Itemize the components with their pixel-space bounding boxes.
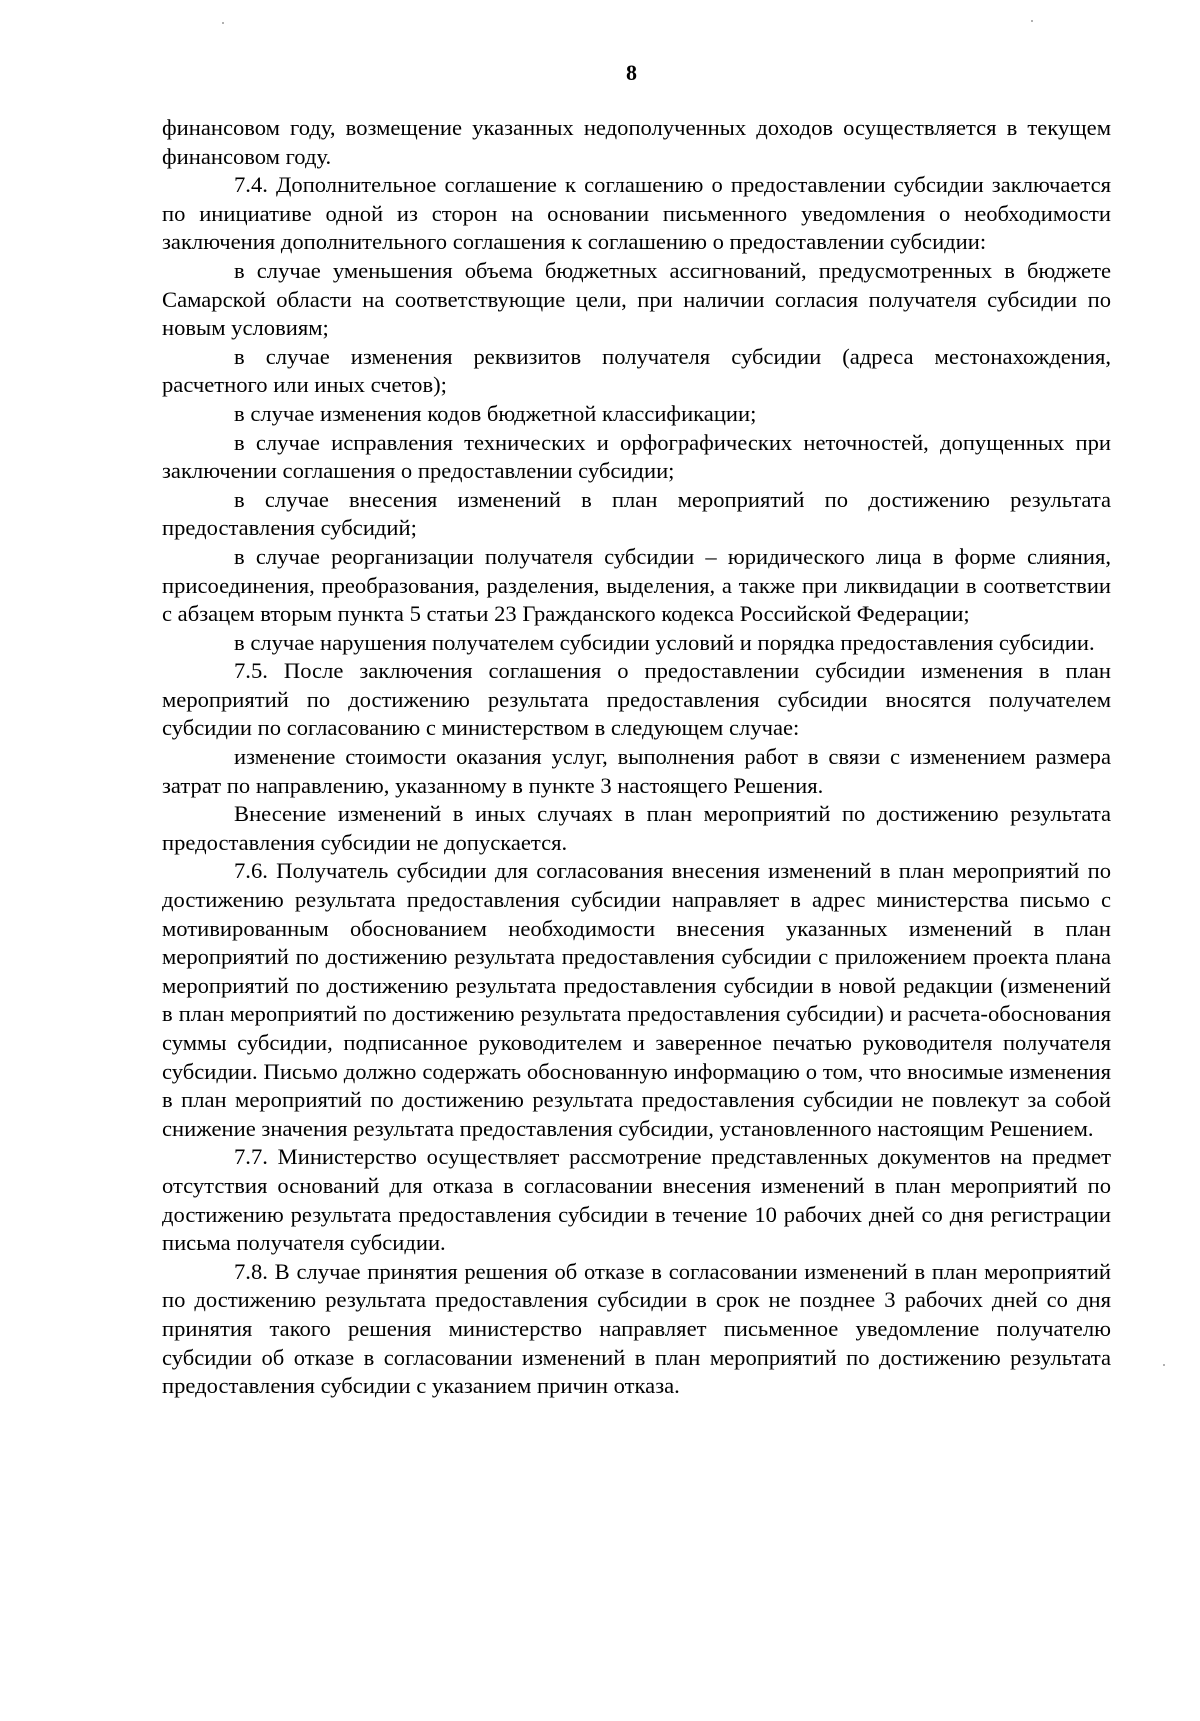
paragraph: в случае реорганизации получателя субсидии – юридического лица в форме слияния, присоединения, преобразования, разделения, выделения, а также при ликвидации в соответствии с абзацем вторым пункта 5 статьи 23 Гражданского кодекса Российской Федерации; bbox=[162, 543, 1111, 627]
paragraph: в случае внесения изменений в план мероприятий по достижению результата предоставления субсидий; bbox=[162, 486, 1111, 541]
paragraph: в случае уменьшения объема бюджетных ассигнований, предусмотренных в бюджете Самарской области на соответствующие цели, при наличии согласия получателя субсидии по новым условиям; bbox=[162, 257, 1111, 341]
paragraph: в случае изменения реквизитов получателя субсидии (адреса местонахождения, расчетного или иных счетов); bbox=[162, 343, 1111, 398]
paragraph: изменение стоимости оказания услуг, выполнения работ в связи с изменением размера затрат по направлению, указанному в пункте 3 настоящего Решения. bbox=[162, 744, 1111, 798]
paragraph: Внесение изменений в иных случаях в план мероприятий по достижению результата предоставления субсидии не допускается. bbox=[162, 801, 1111, 855]
paragraph: 7.5. После заключения соглашения о предоставлении субсидии изменения в план мероприятий по достижению результата предоставления субсидии вносятся получателем субсидии по согласованию с министерством в следующем случае: bbox=[162, 658, 1111, 741]
document-body bbox=[162, 114, 1111, 1401]
scan-speck bbox=[222, 22, 224, 24]
page-number: 8 bbox=[626, 60, 637, 85]
paragraph: 7.4. Дополнительное соглашение к соглашению о предоставлении субсидии заключается по инициативе одной из сторон на основании письменного уведомления о необходимости заключения дополнительного соглашения к соглашению о предоставлении субсидии: bbox=[162, 172, 1111, 255]
paragraph: 7.6. Получатель субсидии для согласования внесения изменений в план мероприятий по достижению результата предоставления субсидии направляет в адрес министерства письмо с мотивированным обоснованием необходимости внесения указанных изменений в план мероприятий по достижению результата предоставления субсидии с приложением проекта плана мероприятий по достижению результата предоставления субсидии в новой редакции (изменений в план мероприятий по достижению результата предоставления субсидии) и расчета-обоснования суммы субсидии, подписанное руководителем и заверенное печатью руководителя получателя субсидии. Письмо должно содержать обоснованную информацию о том, что вносимые изменения в план мероприятий по достижению результата предоставления субсидии не повлекут за собой снижение значения результата предоставления субсидии, установленного настоящим Решением. bbox=[162, 858, 1111, 1141]
scan-speck bbox=[1163, 1364, 1165, 1366]
scan-speck bbox=[1031, 20, 1033, 22]
paragraph: 7.7. Министерство осуществляет рассмотрение представленных документов на предмет отсутствия оснований для отказа в согласовании внесения изменений в план мероприятий по достижению результата предоставления субсидии в течение 10 рабочих дней со дня регистрации письма получателя субсидии. bbox=[162, 1144, 1111, 1256]
paragraph: в случае нарушения получателем субсидии условий и порядка предоставления субсидии. bbox=[234, 629, 1095, 655]
paragraph: 7.8. В случае принятия решения об отказе в согласовании изменений в план мероприятий по достижению результата предоставления субсидии в срок не позднее 3 рабочих дней со дня принятия такого решения министерство направляет письменное уведомление получателю субсидии об отказе в согласовании изменений в план мероприятий по достижению результата предоставления субсидии с указанием причин отказа. bbox=[162, 1258, 1111, 1399]
paragraph: в случае изменения кодов бюджетной классификации; bbox=[234, 400, 757, 426]
paragraph: в случае исправления технических и орфографических неточностей, допущенных при заключении соглашения о предоставлении субсидии; bbox=[162, 429, 1111, 484]
paragraph: финансовом году, возмещение указанных недополученных доходов осуществляется в текущем финансовом году. bbox=[162, 115, 1111, 169]
